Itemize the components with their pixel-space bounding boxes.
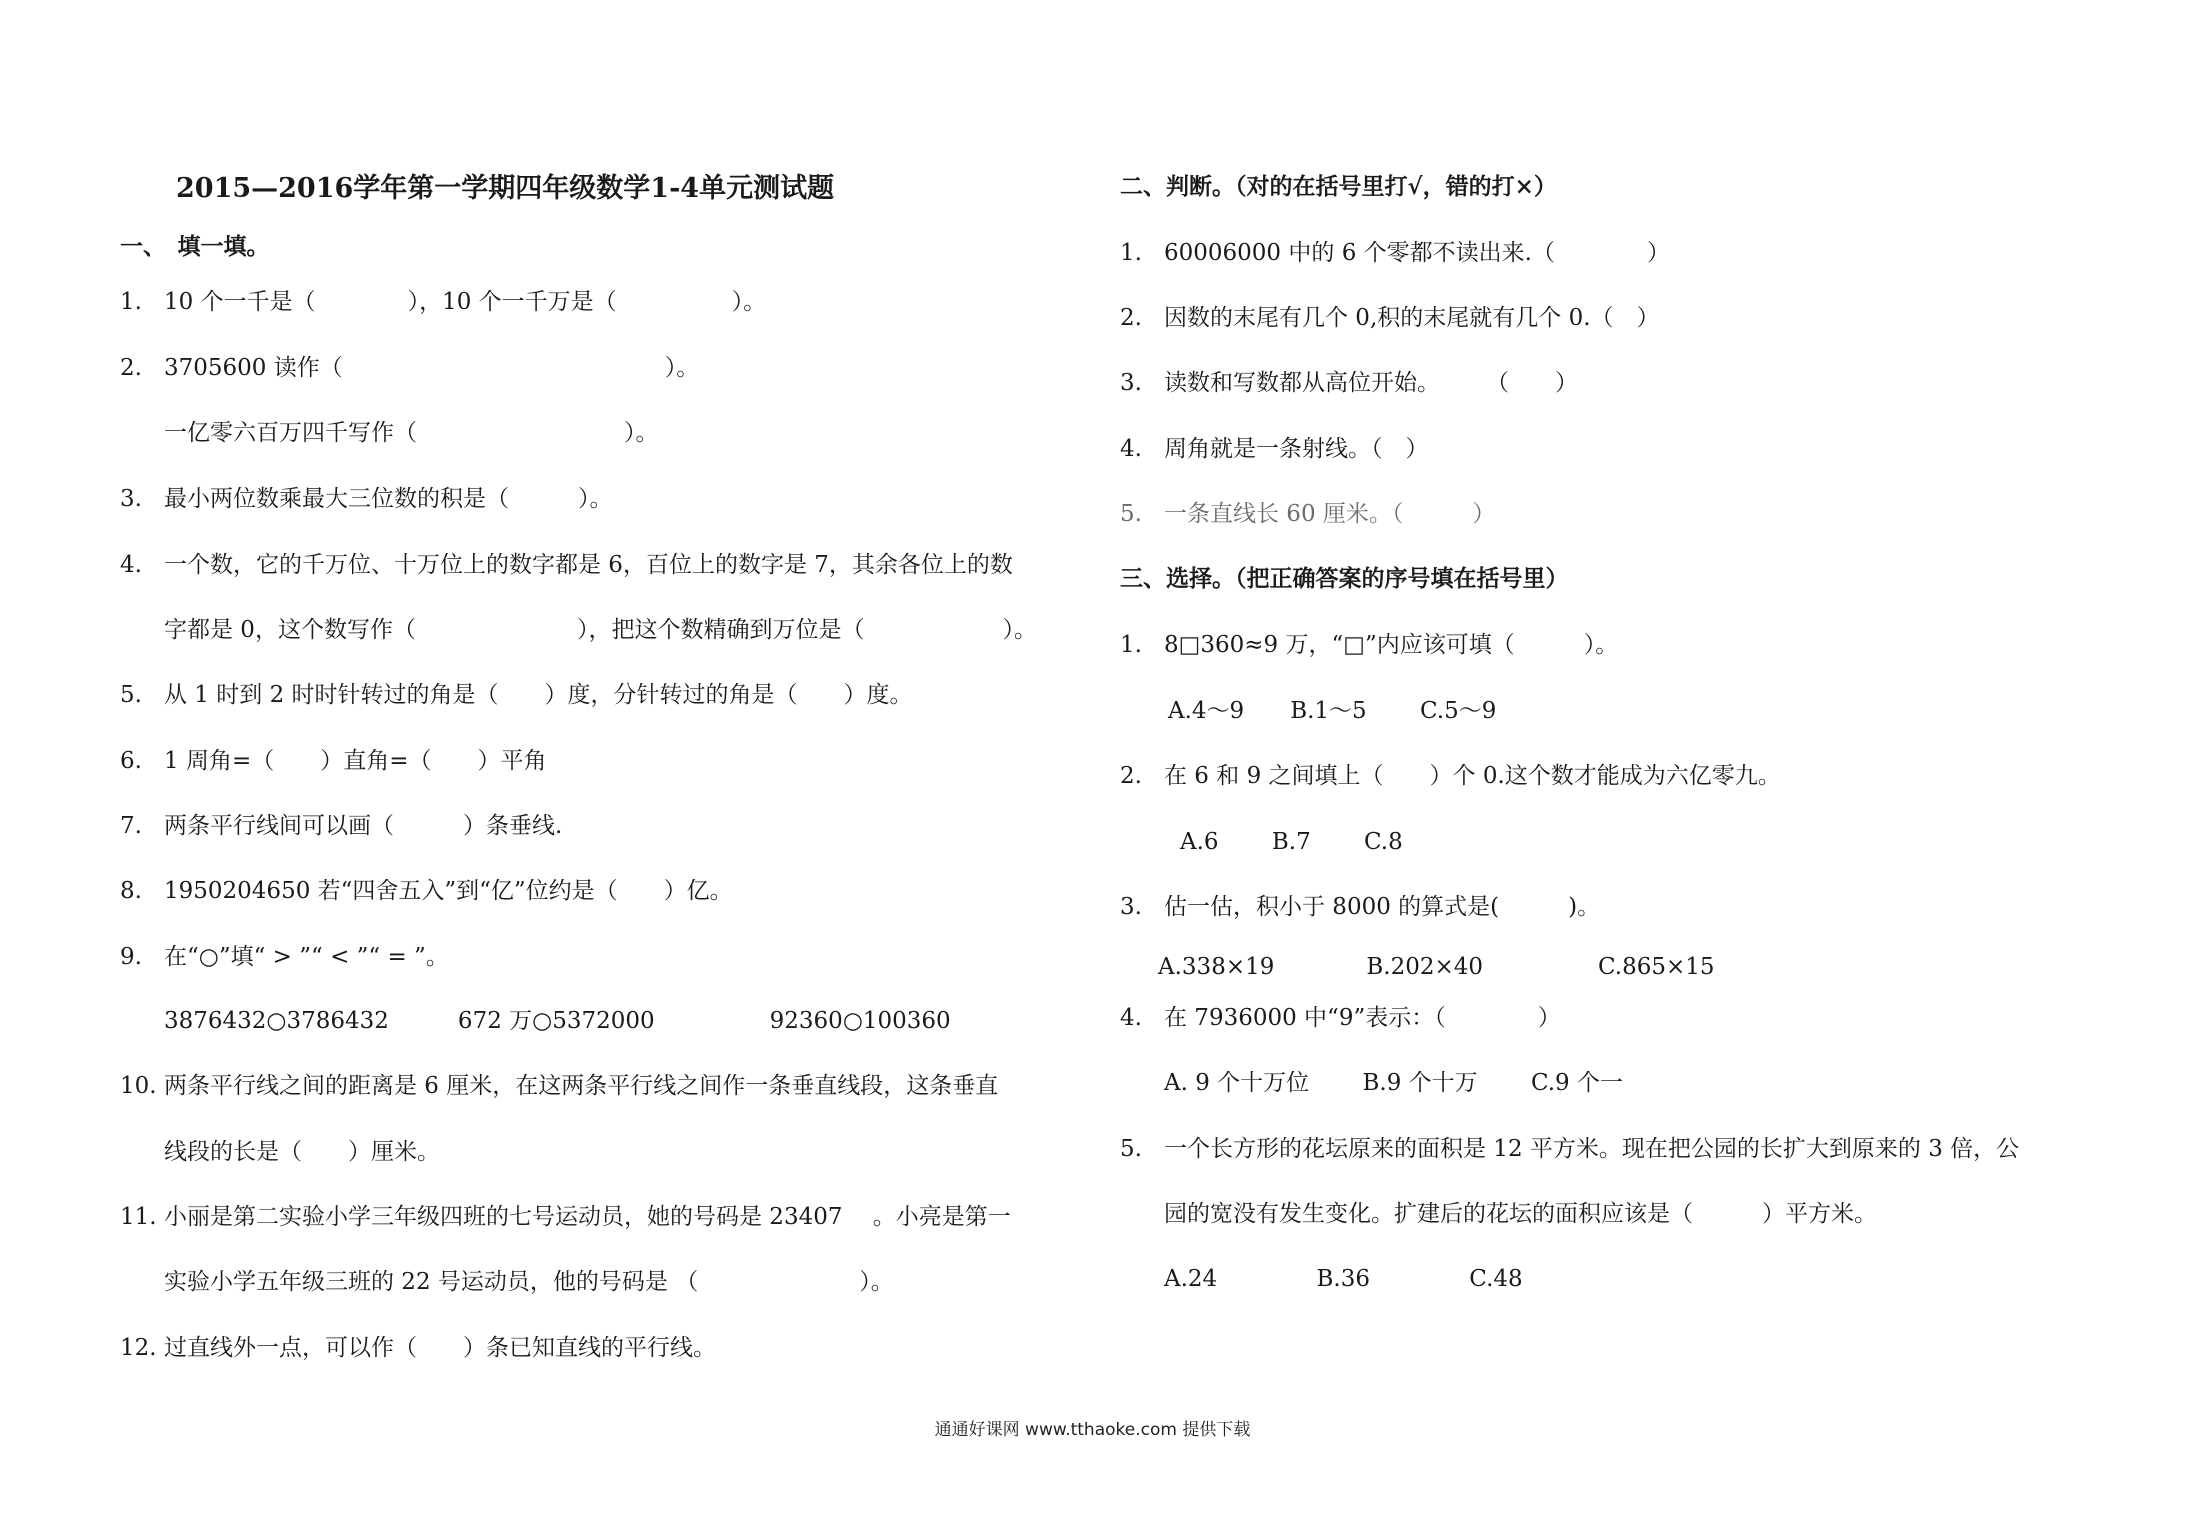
item-text: 读数和写数都从高位开始。 （ ） <box>1164 370 1578 396</box>
item-number: 1. <box>120 289 142 315</box>
item-number: 4. <box>1120 436 1142 462</box>
list-item <box>1120 892 1600 922</box>
item-text: 字都是 0，这个数写作（ ），把这个数精确到万位是（ ）。 <box>164 617 1037 643</box>
item-text: 一个长方形的花坛原来的面积是 12 平方米。现在把公园的长扩大到原来的 3 倍，公 <box>1164 1136 2020 1162</box>
list-item <box>1120 368 1578 398</box>
item-text: 最小两位数乘最大三位数的积是（ ）。 <box>164 486 613 512</box>
option-row: A.4～9 B.1～5 C.5～9 <box>1168 698 1497 724</box>
item-text: 一个数，它的千万位、十万位上的数字都是 6，百位上的数字是 7，其余各位上的数 <box>164 552 1013 578</box>
item-number: 2. <box>1120 763 1142 789</box>
item-number: 5. <box>120 682 142 708</box>
list-item <box>1120 761 1781 791</box>
list-item <box>120 746 547 776</box>
item-text: 周角就是一条射线。（ ） <box>1164 436 1429 462</box>
item-text: 过直线外一点，可以作（ ）条已知直线的平行线。 <box>164 1335 716 1361</box>
item-number: 10. <box>120 1073 157 1099</box>
item-number: 3. <box>120 486 142 512</box>
list-item <box>1120 499 1495 529</box>
item-text: 估一估，积小于 8000 的算式是( )。 <box>1164 894 1601 920</box>
item-text: 两条平行线之间的距离是 6 厘米，在这两条平行线之间作一条垂直线段，这条垂直 <box>164 1073 999 1099</box>
item-text: 一条直线长 60 厘米。（ ） <box>1164 501 1496 527</box>
section3-heading: 三、选择。（把正确答案的序号填在括号里） <box>1120 565 1569 592</box>
list-item <box>120 615 1037 645</box>
item-number: 12. <box>120 1335 157 1361</box>
footer-credit: 通通好课网 www.tthaoke.com 提供下载 <box>934 1420 1251 1440</box>
list-item <box>120 550 1013 580</box>
item-number: 3. <box>1120 370 1142 396</box>
list-item <box>120 353 699 383</box>
item-number: 1. <box>1120 240 1142 266</box>
item-text: 因数的末尾有几个 0,积的末尾就有几个 0.（ ） <box>1164 305 1660 331</box>
item-number: 5. <box>1120 501 1142 527</box>
item-number: 4. <box>120 552 142 578</box>
item-text: 从 1 时到 2 时时针转过的角是（ ）度，分针转过的角是（ ）度。 <box>164 682 913 708</box>
item-text: 60006000 中的 6 个零都不读出来.（ ） <box>1164 240 1670 266</box>
item-text: 3876432○3786432 672 万○5372000 92360○100360 <box>164 1008 951 1034</box>
list-item <box>120 1202 1011 1232</box>
item-number: 1. <box>1120 632 1142 658</box>
option-row: A.338×19 B.202×40 C.865×15 <box>1158 954 1715 980</box>
list-item <box>120 418 659 448</box>
option-row: A. 9 个十万位 B.9 个十万 C.9 个一 <box>1164 1070 1623 1096</box>
list-item <box>120 1333 716 1363</box>
item-text: 在 7936000 中“9”表示：（ ） <box>1164 1005 1561 1031</box>
list-item <box>120 484 613 514</box>
list-item <box>1120 238 1670 268</box>
page-title: 2015—2016学年第一学期四年级数学1-4单元测试题 <box>176 173 835 204</box>
list-item <box>1120 630 1618 660</box>
item-text: 8□360≈9 万，“□”内应该可填（ ）。 <box>1164 632 1619 658</box>
item-text: 线段的长是（ ）厘米。 <box>164 1139 440 1165</box>
item-text: 10 个一千是（ ），10 个一千万是（ ）。 <box>164 289 767 315</box>
section1-heading: 一、 填一填。 <box>120 233 270 260</box>
list-item <box>1120 1134 2019 1164</box>
option-row: A.24 B.36 C.48 <box>1164 1266 1523 1292</box>
item-number: 9. <box>120 944 142 970</box>
list-item <box>120 876 733 906</box>
item-text: 两条平行线间可以画（ ）条垂线. <box>164 813 563 839</box>
list-item <box>1120 434 1429 464</box>
list-item <box>120 811 562 841</box>
list-item <box>120 1267 894 1297</box>
list-item <box>120 1137 440 1167</box>
list-item <box>120 287 766 317</box>
section2-heading: 二、判断。（对的在括号里打√，错的打×） <box>1120 173 1557 200</box>
item-text: 一亿零六百万四千写作（ ）。 <box>164 420 659 446</box>
item-text: 实验小学五年级三班的 22 号运动员，他的号码是 （ ）。 <box>164 1269 894 1295</box>
item-number: 5. <box>1120 1136 1142 1162</box>
list-item <box>120 680 913 710</box>
item-text: 3705600 读作（ ）。 <box>164 355 700 381</box>
item-number: 7. <box>120 813 142 839</box>
option-row: A.6 B.7 C.8 <box>1180 829 1403 855</box>
item-text: 1 周角=（ ）直角=（ ）平角 <box>164 748 547 774</box>
item-number: 3. <box>1120 894 1142 920</box>
list-item <box>120 1006 951 1036</box>
item-text: 在“○”填“ > ”“ < ”“ = ”。 <box>164 944 449 970</box>
list-item-continuation: 园的宽没有发生变化。扩建后的花坛的面积应该是（ ）平方米。 <box>1164 1201 1877 1227</box>
item-number: 11. <box>120 1204 157 1230</box>
list-item <box>1120 303 1660 333</box>
item-number: 4. <box>1120 1005 1142 1031</box>
item-text: 1950204650 若“四舍五入”到“亿”位约是（ ）亿。 <box>164 878 733 904</box>
item-text: 小丽是第二实验小学三年级四班的七号运动员，她的号码是 23407 。小亮是第一 <box>164 1204 1011 1230</box>
item-number: 2. <box>120 355 142 381</box>
list-item <box>1120 1003 1561 1033</box>
item-number: 2. <box>1120 305 1142 331</box>
list-item <box>120 942 449 972</box>
item-number: 6. <box>120 748 142 774</box>
item-number: 8. <box>120 878 142 904</box>
item-text: 在 6 和 9 之间填上（ ）个 0.这个数才能成为六亿零九。 <box>1164 763 1781 789</box>
list-item <box>120 1071 998 1101</box>
